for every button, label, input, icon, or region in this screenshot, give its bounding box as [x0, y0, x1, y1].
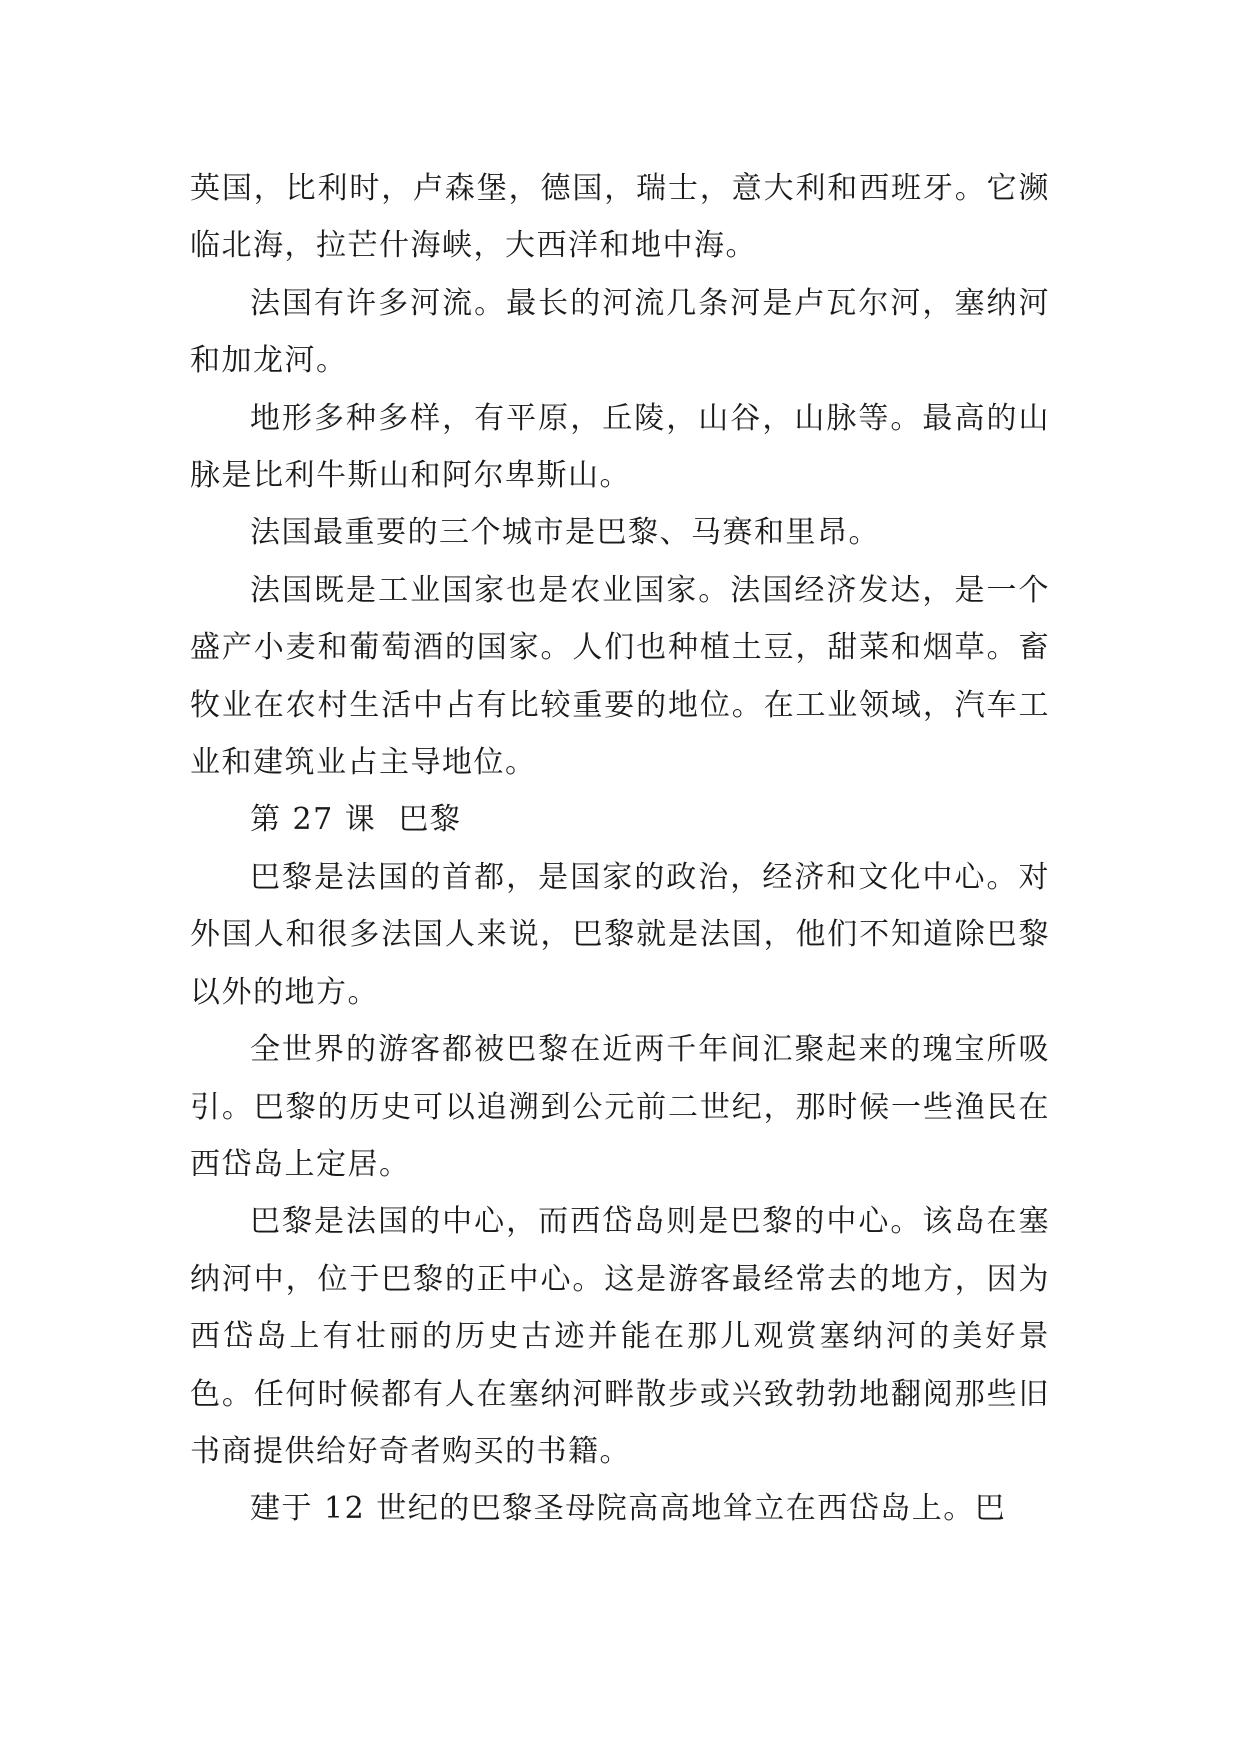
- paragraph-economy: 法国既是工业国家也是农业国家。法国经济发达，是一个盛产小麦和葡萄酒的国家。人们也种植土豆，甜菜和烟草。畜牧业在农村生活中占有比较重要的地位。在工业领域，汽车工业和建筑业占主导地位。: [190, 572, 1050, 781]
- paragraph-terrain: 地形多种多样，有平原，丘陵，山谷，山脉等。最高的山脉是比利牛斯山和阿尔卑斯山。: [190, 400, 1050, 494]
- paragraph-paris-history: 全世界的游客都被巴黎在近两千年间汇聚起来的瑰宝所吸引。巴黎的历史可以追溯到公元前二世纪，那时候一些渔民在西岱岛上定居。: [190, 1032, 1050, 1182]
- lesson-heading: 第 27 课 巴黎: [250, 802, 462, 838]
- paragraph-paris-capital: 巴黎是法国的首都，是国家的政治，经济和文化中心。对外国人和很多法国人来说，巴黎就是法国，他们不知道除巴黎以外的地方。: [190, 859, 1050, 1010]
- paragraph-notre-dame: 建于 12 世纪的巴黎圣母院高高地耸立在西岱岛上。巴: [250, 1491, 1007, 1527]
- paragraph-countries-seas: 英国，比利时，卢森堡，德国，瑞士，意大利和西班牙。它濒临北海，拉芒什海峡，大西洋和地中海。: [190, 171, 1050, 264]
- paragraph-ile-de-la-cite: 巴黎是法国的中心，而西岱岛则是巴黎的中心。该岛在塞纳河中，位于巴黎的正中心。这是游客最经常去的地方，因为西岱岛上有壮丽的历史古迹并能在那儿观赏塞纳河的美好景色。任何时候都有人在塞纳河畔散步或兴致勃勃地翻阅那些旧书商提供给好奇者购买的书籍。: [190, 1204, 1050, 1469]
- paragraph-cities: 法国最重要的三个城市是巴黎、马赛和里昂。: [250, 515, 880, 551]
- paragraph-rivers: 法国有许多河流。最长的河流几条河是卢瓦尔河，塞纳河和加龙河。: [190, 285, 1050, 379]
- document-body: [190, 160, 1050, 1538]
